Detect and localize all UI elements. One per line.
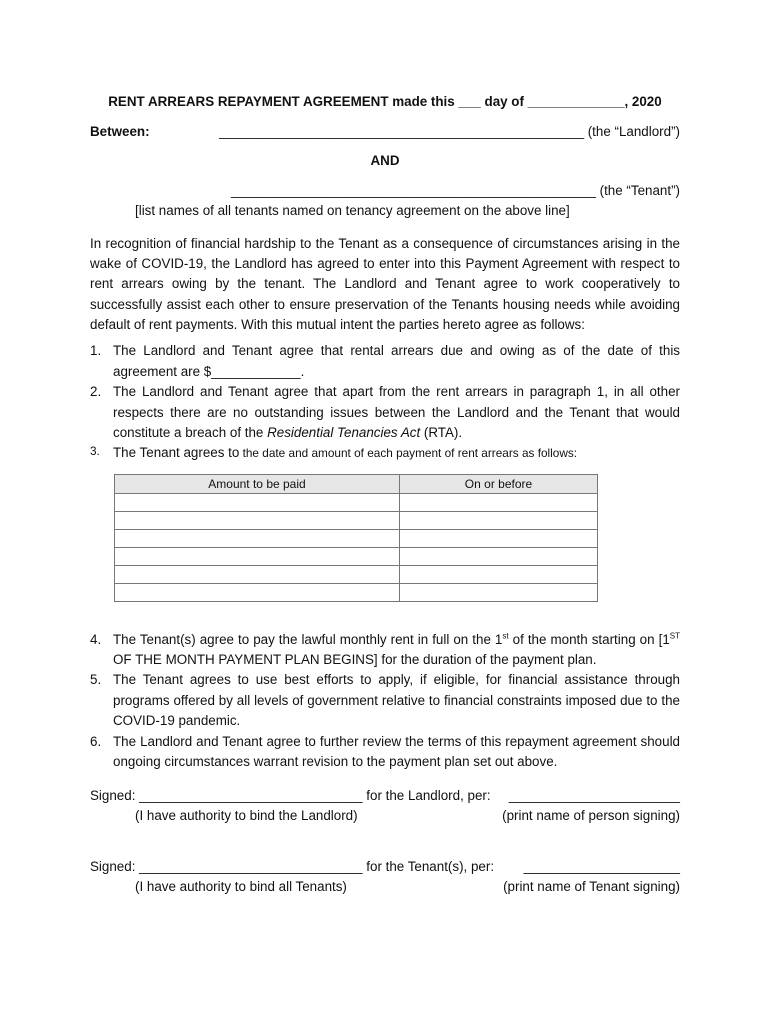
table-row <box>115 547 598 565</box>
ordinal-suffix: ST <box>669 631 681 641</box>
clause-3 <box>90 443 680 463</box>
tenant-print-name-line[interactable]: _____________________ <box>523 858 680 874</box>
tenant-signature-block <box>90 857 680 897</box>
ordinal-suffix: st <box>502 631 509 641</box>
amount-cell[interactable] <box>115 529 400 547</box>
clause-text-end: (RTA). <box>420 424 463 440</box>
payment-schedule-table <box>114 474 598 602</box>
table-header-row <box>115 474 598 493</box>
table-row <box>115 529 598 547</box>
clause-number: 2. <box>90 384 102 400</box>
date-cell[interactable] <box>399 583 597 601</box>
landlord-name-line: _________________________________________________ (the “Landlord”) <box>219 124 680 140</box>
amount-cell[interactable] <box>115 493 400 511</box>
tenant-signature-line[interactable]: Signed: ______________________________ for the Tenant(s), per: <box>90 858 495 874</box>
landlord-print-note: (print name of person signing) <box>502 808 680 824</box>
clause-list-1 <box>90 341 680 463</box>
agreement-document <box>90 92 680 897</box>
date-cell[interactable] <box>399 547 597 565</box>
clause-text-end: OF THE MONTH PAYMENT PLAN BEGINS] for the duration of the payment plan. <box>113 652 597 668</box>
clause-text: The Landlord and Tenant agree that rental arrears due and owing as of the date of this agreement are $____________. <box>113 343 680 379</box>
table-row <box>115 511 598 529</box>
clause-text-end: the date and amount of each payment of rent arrears as follows: <box>239 446 578 461</box>
clause-text-mid: of the month starting on [1 <box>508 631 670 647</box>
landlord-authority-note: (I have authority to bind the Landlord) <box>135 808 358 824</box>
clause-number: 4. <box>90 631 102 647</box>
tenant-print-note: (print name of Tenant signing) <box>503 878 680 894</box>
tenant-note: [list names of all tenants named on tenancy agreement on the above line] <box>135 203 570 219</box>
clause-1 <box>90 341 680 382</box>
clause-2 <box>90 382 680 443</box>
document-title: RENT ARREARS REPAYMENT AGREEMENT made this ___ day of _____________, 2020 <box>108 94 662 109</box>
table-row <box>115 493 598 511</box>
intro-paragraph: In recognition of financial hardship to the Tenant as a consequence of circumstances arising in the wake of COVID-19, the Landlord has agreed to enter into this Payment Agreement with respect to rent arrears owing by the tenant. The Landlord and Tenant agree to work cooperatively to successfully assist each other to ensure preservation of the Tenants housing needs while avoiding default of rent payments. With this mutual intent the parties hereto agree as follows: <box>90 235 680 333</box>
clause-text: The Landlord and Tenant agree that apart from the rent arrears in paragraph 1, in all other respects there are no outstanding issues between the Landlord and the Tenant that would constitute a breach of the <box>113 384 680 440</box>
date-cell[interactable] <box>399 493 597 511</box>
landlord-signature-block <box>90 786 680 826</box>
clause-6 <box>90 732 680 773</box>
date-cell[interactable] <box>399 511 597 529</box>
date-cell[interactable] <box>399 529 597 547</box>
clause-list-2 <box>90 630 680 773</box>
amount-cell[interactable] <box>115 547 400 565</box>
table-row <box>115 583 598 601</box>
clause-5 <box>90 670 680 731</box>
amount-header: Amount to be paid <box>115 474 400 493</box>
clause-text: The Landlord and Tenant agree to further review the terms of this repayment agreement should ongoing circumstances warrant revision to the payment plan set out above. <box>113 733 680 769</box>
tenant-name-line: _________________________________________________ (the “Tenant”) <box>230 183 680 199</box>
amount-cell[interactable] <box>115 565 400 583</box>
landlord-row <box>90 122 680 142</box>
and-label: AND <box>370 153 400 169</box>
clause-text: The Tenant agrees to use best efforts to apply, if eligible, for financial assistance through programs offered by all levels of government relative to financial constraints imposed due to the COVID-19 pandemic. <box>113 672 680 729</box>
between-label: Between: <box>90 124 150 140</box>
clause-text: The Tenant agrees to <box>113 445 240 461</box>
tenant-authority-note: (I have authority to bind all Tenants) <box>135 878 347 894</box>
clause-number: 5. <box>90 672 102 688</box>
clause-number: 3. <box>90 444 100 459</box>
date-cell[interactable] <box>399 565 597 583</box>
act-name: Residential Tenancies Act <box>267 424 421 440</box>
date-header: On or before <box>399 474 597 493</box>
clause-number: 6. <box>90 733 102 749</box>
amount-cell[interactable] <box>115 511 400 529</box>
clause-number: 1. <box>90 343 102 359</box>
clause-text: The Tenant(s) agree to pay the lawful monthly rent in full on the 1 <box>113 631 503 647</box>
clause-4 <box>90 630 680 671</box>
table-row <box>115 565 598 583</box>
landlord-signature-line[interactable]: Signed: ______________________________ for the Landlord, per: <box>90 788 491 804</box>
landlord-print-name-line[interactable]: _______________________ <box>508 788 680 804</box>
amount-cell[interactable] <box>115 583 400 601</box>
